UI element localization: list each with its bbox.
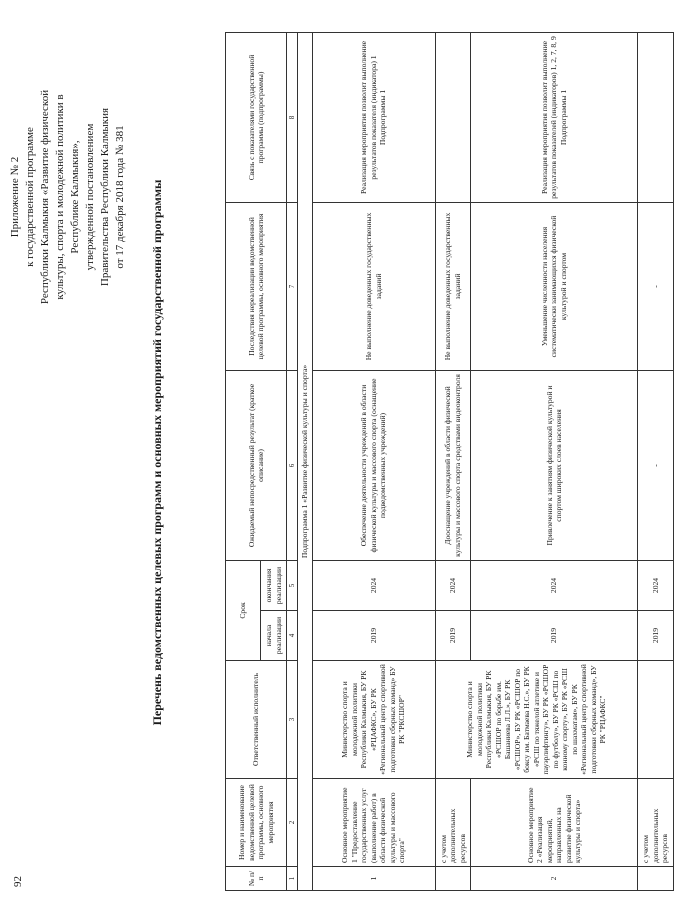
column-number: 6 [287, 370, 298, 560]
table-row [435, 32, 471, 890]
column-number: 1 [287, 867, 298, 891]
cell-end: 2024 [638, 560, 674, 610]
cell-end: 2024 [312, 560, 435, 610]
table-row [312, 32, 435, 890]
subprogram-title: Подпрограмма 1 «Развитие физической культуры и спорта» [298, 32, 313, 890]
header-link: Связь с показателями государственной программы (подпрограммы) [226, 32, 287, 202]
cell-consequences: Не выполнение доведенных государственных заданий [435, 202, 471, 370]
header-line: Республики Калмыкия «Развитие физической [39, 89, 51, 305]
cell-consequences: Уменьшение численности населения систематически занимающихся физической культурой и спортом [471, 202, 638, 370]
cell-num [435, 867, 471, 891]
header-num: № п/п [226, 867, 287, 891]
cell-start: 2019 [435, 611, 471, 661]
cell-name: Основное мероприятие 1 "Предоставление государственных услуг (выполнение работ) в области физической культуры и массового спорта" [312, 779, 435, 867]
cell-link [435, 32, 471, 202]
header-start: начала реализации [261, 611, 287, 661]
header-executor: Ответственный исполнитель [226, 661, 287, 779]
header-line: Приложение № 2 [9, 156, 21, 238]
cell-num [638, 867, 674, 891]
column-number: 7 [287, 202, 298, 370]
cell-start: 2019 [638, 611, 674, 661]
cell-executor [638, 661, 674, 779]
cell-num: 1 [312, 867, 435, 891]
page-number: 92 [12, 876, 24, 887]
table-header-row [226, 32, 261, 890]
cell-result: - [638, 370, 674, 560]
cell-result: Обеспечение деятельности учреждений в области физической культуры и массового спорта (оснащение подведомственных учреждений) [312, 370, 435, 560]
table-row [638, 32, 674, 890]
header-end: окончания реализации [261, 560, 287, 610]
cell-name: с учетом дополнительных ресурсов [435, 779, 471, 867]
cell-name: с учетом дополнительных ресурсов [638, 779, 674, 867]
cell-consequences: - [638, 202, 674, 370]
cell-link: Реализация мероприятия позволит выполнение результатов показателей (индикаторов) 1, 2, 7, 8, 9 Подпрограммы 1 [471, 32, 638, 202]
cell-executor: Министерство спорта и молодежной политики Республики Калмыкия, БУ РК «РЦАФКС», БУ РК «Региональный центр спортивной подготовки сборных команд» БУ РК "РКСШОР" [312, 661, 435, 779]
cell-start: 2019 [471, 611, 638, 661]
cell-start: 2019 [312, 611, 435, 661]
subprogram-row [298, 32, 313, 890]
programs-table [225, 32, 674, 891]
header-line: от 17 декабря 2018 года № 381 [114, 125, 126, 269]
cell-link [638, 32, 674, 202]
cell-end: 2024 [435, 560, 471, 610]
header-term: Срок [226, 560, 261, 660]
header-line: к государственной программе [24, 127, 36, 267]
column-number: 8 [287, 32, 298, 202]
header-result: Ожидаемый непосредственный результат (краткое описание) [226, 370, 287, 560]
column-number-row [287, 32, 298, 890]
cell-result: Дооснащение учреждений в области физической культуры и массового спорта средствами видеоконтроля [435, 370, 471, 560]
column-number: 3 [287, 661, 298, 779]
header-line: Республике Калмыкия», [69, 140, 81, 254]
cell-end: 2024 [471, 560, 638, 610]
cell-num: 2 [471, 867, 638, 891]
header-line: Правительства Республики Калмыкия [99, 107, 111, 287]
cell-result: Привлечение к занятиям физической культурой и спортом широких слоев населения [471, 370, 638, 560]
header-line: утвержденной постановлением [84, 123, 96, 271]
column-number: 4 [287, 611, 298, 661]
cell-link: Реализация мероприятия позволит выполнение результатов показателя (индикатора) 1 Подпрограммы 1 [312, 32, 435, 202]
document-title: Перечень ведомственных целевых программ и основных мероприятий государственной программы [150, 179, 164, 726]
column-number: 2 [287, 779, 298, 867]
cell-executor: Министерство спорта и молодежной политики Республики Калмыкия, БУ РК «РСШОР по борьбе им. Башаниева Л.Л.», БУ РК «РСШОР», БУ РК «РСШОР по боксу им. Батмаева Н.С.», БУ РК «РСШ по тяжелой атлетике и пауэрлифтингу», БУ РК «РСШОР по футболу», БУ РК «РСШ по конному спорту», БУ РК «РСШ по шахматам», БУ РК «Региональный центр спортивной подготовки сборных команд», БУ РК "РЦАФКС" [435, 661, 638, 779]
header-consequences: Последствия нереализации ведомственной целевой программы, основного мероприятия [226, 202, 287, 370]
header-line: культуры, спорта и молодежной политики в [54, 94, 66, 300]
cell-consequences: Не выполнение доведенных государственных заданий [312, 202, 435, 370]
appendix-header [8, 32, 128, 362]
column-number: 5 [287, 560, 298, 610]
header-name: Номер и наименование ведомственной целевой программы, основного мероприятия [226, 779, 287, 867]
cell-name: Основное мероприятие 2 «Реализация мероприятий, направленных на развитие физической культуры и спорта» [471, 779, 638, 867]
